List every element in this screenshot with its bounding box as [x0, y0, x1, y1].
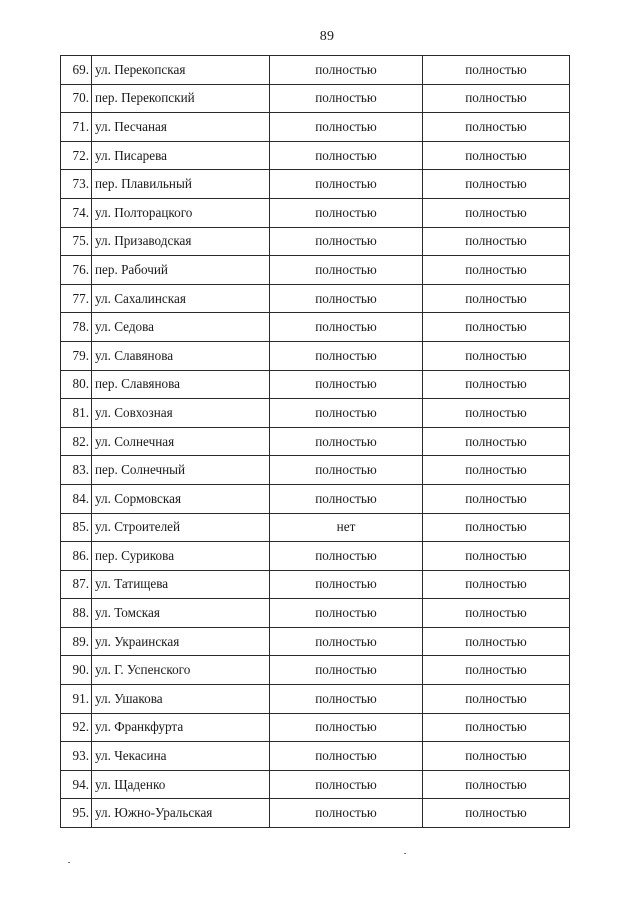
row-number: 92.	[61, 713, 92, 742]
table-row	[61, 456, 570, 485]
street-name: пер. Солнечный	[92, 456, 270, 485]
street-name: ул. Сахалинская	[92, 284, 270, 313]
table-row	[61, 284, 570, 313]
status-cell-a: полностью	[270, 227, 423, 256]
row-number: 84.	[61, 484, 92, 513]
table-row	[61, 227, 570, 256]
row-number: 90.	[61, 656, 92, 685]
status-cell-a: полностью	[270, 627, 423, 656]
status-cell-a: полностью	[270, 799, 423, 828]
status-cell-b: полностью	[423, 313, 570, 342]
streets-table-body	[61, 56, 570, 828]
row-number: 73.	[61, 170, 92, 199]
status-cell-a: полностью	[270, 770, 423, 799]
status-cell-b: полностью	[423, 141, 570, 170]
row-number: 87.	[61, 570, 92, 599]
street-name: ул. Томская	[92, 599, 270, 628]
table-row	[61, 713, 570, 742]
status-cell-b: полностью	[423, 427, 570, 456]
row-number: 93.	[61, 742, 92, 771]
table-row	[61, 427, 570, 456]
status-cell-b: полностью	[423, 56, 570, 85]
status-cell-a: полностью	[270, 256, 423, 285]
row-number: 71.	[61, 113, 92, 142]
row-number: 77.	[61, 284, 92, 313]
status-cell-b: полностью	[423, 799, 570, 828]
table-row	[61, 570, 570, 599]
row-number: 70.	[61, 84, 92, 113]
street-name: ул. Призаводская	[92, 227, 270, 256]
street-name: ул. Славянова	[92, 341, 270, 370]
status-cell-b: полностью	[423, 656, 570, 685]
status-cell-b: полностью	[423, 284, 570, 313]
street-name: ул. Песчаная	[92, 113, 270, 142]
row-number: 80.	[61, 370, 92, 399]
street-name: пер. Плавильный	[92, 170, 270, 199]
status-cell-a: полностью	[270, 56, 423, 85]
status-cell-b: полностью	[423, 256, 570, 285]
table-row	[61, 627, 570, 656]
status-cell-b: полностью	[423, 456, 570, 485]
status-cell-b: полностью	[423, 627, 570, 656]
status-cell-a: полностью	[270, 170, 423, 199]
status-cell-b: полностью	[423, 542, 570, 571]
row-number: 72.	[61, 141, 92, 170]
status-cell-a: нет	[270, 513, 423, 542]
table-row	[61, 84, 570, 113]
status-cell-a: полностью	[270, 313, 423, 342]
row-number: 69.	[61, 56, 92, 85]
table-row	[61, 513, 570, 542]
page-number: 89	[319, 29, 335, 44]
status-cell-a: полностью	[270, 141, 423, 170]
row-number: 86.	[61, 542, 92, 571]
status-cell-a: полностью	[270, 742, 423, 771]
scan-speck	[68, 862, 70, 863]
table-row	[61, 542, 570, 571]
status-cell-a: полностью	[270, 399, 423, 428]
status-cell-a: полностью	[270, 599, 423, 628]
row-number: 85.	[61, 513, 92, 542]
status-cell-a: полностью	[270, 713, 423, 742]
table-row	[61, 256, 570, 285]
row-number: 81.	[61, 399, 92, 428]
table-row	[61, 141, 570, 170]
status-cell-a: полностью	[270, 113, 423, 142]
status-cell-a: полностью	[270, 484, 423, 513]
status-cell-b: полностью	[423, 713, 570, 742]
street-name: ул. Строителей	[92, 513, 270, 542]
row-number: 82.	[61, 427, 92, 456]
status-cell-b: полностью	[423, 227, 570, 256]
status-cell-a: полностью	[270, 542, 423, 571]
street-name: ул. Украинская	[92, 627, 270, 656]
status-cell-a: полностью	[270, 685, 423, 714]
status-cell-b: полностью	[423, 484, 570, 513]
status-cell-b: полностью	[423, 113, 570, 142]
table-row	[61, 198, 570, 227]
status-cell-b: полностью	[423, 770, 570, 799]
row-number: 89.	[61, 627, 92, 656]
status-cell-a: полностью	[270, 370, 423, 399]
table-row	[61, 170, 570, 199]
street-name: ул. Сормовская	[92, 484, 270, 513]
table-row	[61, 399, 570, 428]
row-number: 75.	[61, 227, 92, 256]
row-number: 83.	[61, 456, 92, 485]
status-cell-b: полностью	[423, 370, 570, 399]
row-number: 79.	[61, 341, 92, 370]
status-cell-b: полностью	[423, 599, 570, 628]
street-name: ул. Татищева	[92, 570, 270, 599]
status-cell-a: полностью	[270, 84, 423, 113]
street-name: ул. Чекасина	[92, 742, 270, 771]
status-cell-b: полностью	[423, 170, 570, 199]
street-name: пер. Славянова	[92, 370, 270, 399]
row-number: 74.	[61, 198, 92, 227]
street-name: ул. Полторацкого	[92, 198, 270, 227]
status-cell-a: полностью	[270, 656, 423, 685]
status-cell-a: полностью	[270, 456, 423, 485]
streets-table	[60, 55, 570, 828]
row-number: 95.	[61, 799, 92, 828]
table-row	[61, 484, 570, 513]
street-name: ул. Совхозная	[92, 399, 270, 428]
row-number: 76.	[61, 256, 92, 285]
table-row	[61, 113, 570, 142]
street-name: ул. Г. Успенского	[92, 656, 270, 685]
status-cell-b: полностью	[423, 513, 570, 542]
street-name: ул. Южно-Уральская	[92, 799, 270, 828]
street-name: ул. Перекопская	[92, 56, 270, 85]
table-row	[61, 799, 570, 828]
row-number: 78.	[61, 313, 92, 342]
street-name: ул. Франкфурта	[92, 713, 270, 742]
street-name: ул. Щаденко	[92, 770, 270, 799]
table-row	[61, 656, 570, 685]
street-name: ул. Ушакова	[92, 685, 270, 714]
scan-speck	[404, 853, 406, 854]
street-name: пер. Перекопский	[92, 84, 270, 113]
status-cell-b: полностью	[423, 84, 570, 113]
status-cell-b: полностью	[423, 399, 570, 428]
table-row	[61, 370, 570, 399]
table-row	[61, 599, 570, 628]
street-name: пер. Сурикова	[92, 542, 270, 571]
status-cell-b: полностью	[423, 570, 570, 599]
table-row	[61, 313, 570, 342]
status-cell-a: полностью	[270, 427, 423, 456]
street-name: пер. Рабочий	[92, 256, 270, 285]
street-name: ул. Седова	[92, 313, 270, 342]
table-row	[61, 770, 570, 799]
status-cell-b: полностью	[423, 198, 570, 227]
street-name: ул. Солнечная	[92, 427, 270, 456]
status-cell-b: полностью	[423, 742, 570, 771]
table-row	[61, 685, 570, 714]
status-cell-a: полностью	[270, 570, 423, 599]
row-number: 88.	[61, 599, 92, 628]
status-cell-a: полностью	[270, 341, 423, 370]
street-name: ул. Писарева	[92, 141, 270, 170]
table-row	[61, 742, 570, 771]
status-cell-b: полностью	[423, 685, 570, 714]
row-number: 94.	[61, 770, 92, 799]
table-row	[61, 56, 570, 85]
status-cell-a: полностью	[270, 198, 423, 227]
status-cell-b: полностью	[423, 341, 570, 370]
table-row	[61, 341, 570, 370]
row-number: 91.	[61, 685, 92, 714]
status-cell-a: полностью	[270, 284, 423, 313]
